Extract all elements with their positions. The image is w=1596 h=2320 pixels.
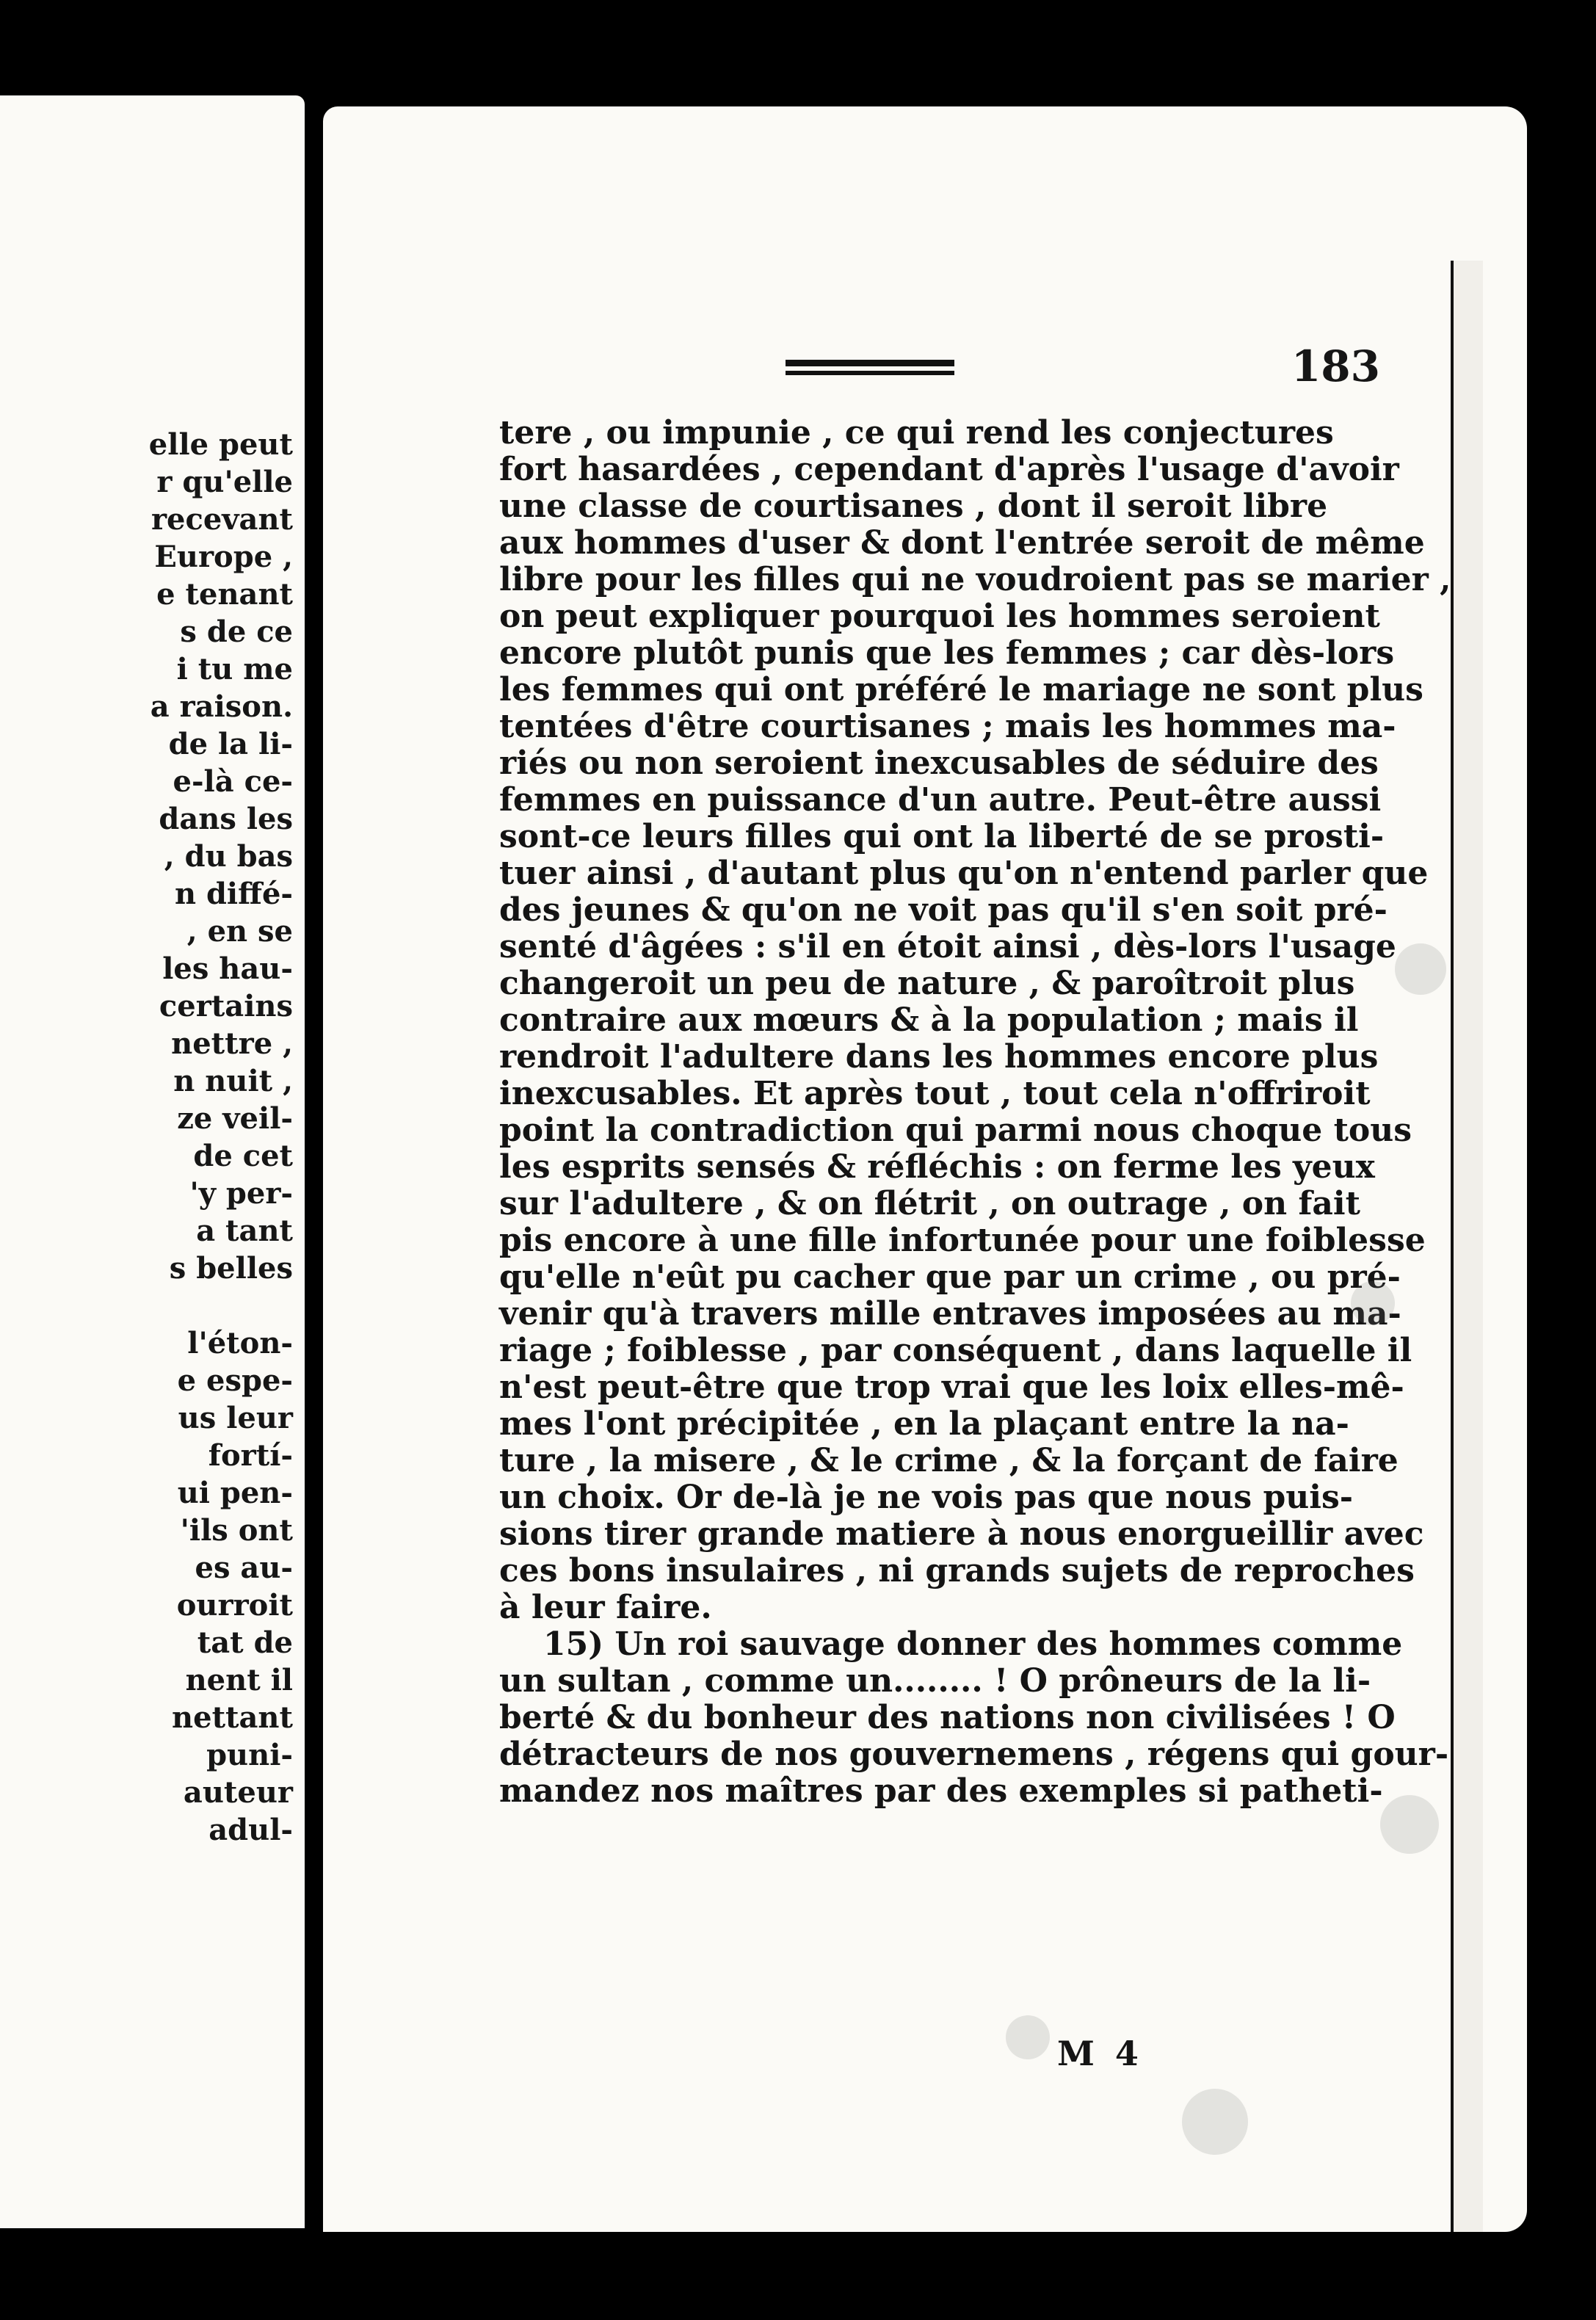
text-line: à leur faire. [499, 1589, 712, 1626]
left-page-line: ourroit [176, 1588, 293, 1623]
text-line: détracteurs de nos gouvernemens , régens qui gour- [499, 1736, 1449, 1773]
foxing-stain [1380, 1795, 1439, 1854]
left-page-line [14, 1287, 293, 1324]
left-page-line: es au- [195, 1551, 293, 1585]
right-page [323, 106, 1527, 2232]
left-page [0, 95, 305, 2228]
left-page-line: nettre , [171, 1026, 293, 1061]
text-line: fort hasardées , cependant d'après l'usage d'avoir [499, 451, 1399, 488]
text-line: femmes en puissance d'un autre. Peut-être aussi [499, 781, 1382, 819]
text-line: on peut expliquer pourquoi les hommes seroient [499, 598, 1380, 635]
left-page-text [14, 426, 293, 1849]
text-line: mes l'ont précipitée , en la plaçant entre la na- [499, 1405, 1349, 1443]
text-line: mandez nos maîtres par des exemples si patheti- [499, 1772, 1383, 1810]
left-page-line: a raison. [150, 689, 293, 724]
text-line: tere , ou impunie , ce qui rend les conjectures [499, 414, 1334, 452]
text-line: riés ou non seroient inexcusables de séduire des [499, 744, 1379, 782]
body-text [499, 414, 1451, 1810]
signature-mark: M 4 [1057, 2034, 1143, 2073]
left-page-line: us leur [178, 1401, 293, 1435]
left-page-line: l'éton- [187, 1326, 293, 1360]
left-page-line: elle peut [148, 427, 293, 462]
left-page-line: recevant [150, 502, 293, 537]
page-number: 183 [1291, 341, 1380, 391]
text-line: riage ; foiblesse , par conséquent , dans laquelle il [499, 1332, 1412, 1369]
text-line: les esprits sensés & réfléchis : on ferme les yeux [499, 1148, 1375, 1186]
left-page-line: puni- [206, 1738, 293, 1772]
foxing-stain [1182, 2089, 1248, 2155]
foxing-stain [1006, 2015, 1050, 2059]
page-edge [1451, 261, 1483, 2232]
text-line: inexcusables. Et après tout , tout cela n'offriroit [499, 1075, 1371, 1112]
left-page-line: r qu'elle [156, 465, 293, 499]
left-page-line: fortí- [208, 1438, 293, 1473]
foxing-stain [1351, 1281, 1395, 1325]
text-line: 15) Un roi sauvage donner des hommes comme [543, 1625, 1403, 1663]
left-page-line: 'y per- [189, 1176, 293, 1211]
text-line: berté & du bonheur des nations non civilisées ! O [499, 1699, 1396, 1736]
text-line: senté d'âgées : s'il en étoit ainsi , dès-lors l'usage [499, 928, 1396, 965]
left-page-line: les hau- [162, 951, 293, 986]
foxing-stain [1395, 943, 1446, 995]
left-page-line: de la li- [168, 727, 293, 761]
text-line: tentées d'être courtisanes ; mais les hommes ma- [499, 708, 1396, 745]
left-page-line: s de ce [180, 615, 293, 649]
left-page-line: ui pen- [177, 1476, 293, 1510]
text-line: sions tirer grande matiere à nous enorgueillir avec [499, 1515, 1424, 1553]
left-page-line: e-là ce- [173, 764, 293, 799]
left-page-line: a tant [196, 1214, 293, 1248]
text-line: encore plutôt punis que les femmes ; car dès-lors [499, 634, 1395, 672]
left-page-line: 'ils ont [180, 1513, 293, 1548]
text-line: changeroit un peu de nature , & paroîtroit plus [499, 965, 1355, 1002]
left-page-line: e tenant [156, 577, 293, 612]
text-line: venir qu'à travers mille entraves imposées au ma- [499, 1295, 1401, 1333]
text-line: une classe de courtisanes , dont il seroit libre [499, 487, 1328, 525]
text-line: tuer ainsi , d'autant plus qu'on n'entend parler que [499, 855, 1429, 892]
left-page-line: certains [159, 989, 293, 1023]
text-line: ture , la misere , & le crime , & la forçant de faire [499, 1442, 1399, 1479]
left-page-line: dans les [159, 802, 293, 836]
left-page-line: adul- [208, 1813, 293, 1847]
left-page-line: , du bas [164, 839, 293, 874]
text-line: aux hommes d'user & dont l'entrée seroit de même [499, 524, 1425, 562]
text-line: ces bons insulaires , ni grands sujets de reproches [499, 1552, 1415, 1589]
left-page-line: nettant [172, 1700, 293, 1735]
text-line: libre pour les filles qui ne voudroient pas se marier , [499, 561, 1451, 598]
text-line: point la contradiction qui parmi nous choque tous [499, 1112, 1412, 1149]
left-page-line: n nuit , [173, 1064, 293, 1098]
left-page-line: e espe- [177, 1363, 293, 1398]
text-line: un sultan , comme un........ ! O prôneurs de la li- [499, 1662, 1371, 1700]
header-ornament-rule [786, 360, 954, 379]
text-line: sur l'adultere , & on flétrit , on outrage , on fait [499, 1185, 1360, 1222]
left-page-line: nent il [185, 1663, 293, 1697]
left-page-line: Europe , [154, 540, 293, 574]
left-page-line: tat de [197, 1625, 293, 1660]
text-line: des jeunes & qu'on ne voit pas qu'il s'en soit pré- [499, 891, 1388, 929]
text-line: rendroit l'adultere dans les hommes encore plus [499, 1038, 1379, 1076]
left-page-line: s belles [169, 1251, 293, 1286]
left-page-line: ze veil- [177, 1101, 293, 1136]
text-line: pis encore à une fille infortunée pour une foiblesse [499, 1222, 1426, 1259]
text-line: sont-ce leurs filles qui ont la liberté de se prosti- [499, 818, 1385, 855]
text-line: contraire aux mœurs & à la population ; mais il [499, 1001, 1359, 1039]
text-line: un choix. Or de-là je ne vois pas que nous puis- [499, 1479, 1354, 1516]
left-page-line: auteur [183, 1775, 293, 1810]
text-line: n'est peut-être que trop vrai que les loix elles-mê- [499, 1369, 1404, 1406]
text-line: qu'elle n'eût pu cacher que par un crime , ou pré- [499, 1258, 1401, 1296]
left-page-line: de cet [193, 1139, 293, 1173]
text-line: les femmes qui ont préféré le mariage ne sont plus [499, 671, 1423, 708]
left-page-line: , en se [186, 914, 293, 949]
left-page-line: i tu me [176, 652, 293, 686]
left-page-line: n diffé- [174, 877, 293, 911]
